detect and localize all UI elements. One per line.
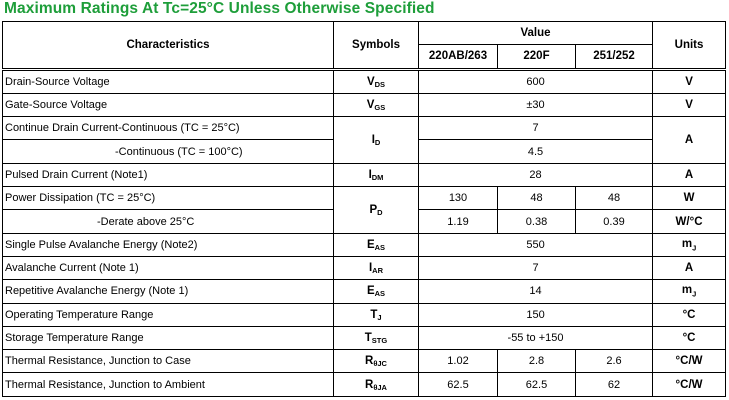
row-label: Single Pulse Avalanche Energy (Note2) xyxy=(3,233,334,256)
row-unit: °C xyxy=(653,326,726,349)
row-symbol: $I_{AR}$ xyxy=(334,256,419,279)
header-units: Units xyxy=(653,22,726,70)
table-row xyxy=(3,233,726,256)
table-row xyxy=(3,117,726,140)
row-label: Thermal Resistance, Junction to Case xyxy=(3,350,334,373)
header-col-220ab: 220AB/263 xyxy=(419,45,498,69)
row-value: 48 xyxy=(498,187,576,210)
row-value: 14 xyxy=(419,280,653,303)
row-symbol: $P_D$ xyxy=(334,187,419,234)
max-ratings-table xyxy=(2,21,726,397)
row-symbol: $V_{DS}$ xyxy=(334,69,419,93)
row-unit: $m_J$ xyxy=(653,280,726,303)
row-unit: V xyxy=(653,93,726,116)
row-label: -Continuous (TC = 100°C) xyxy=(3,140,334,163)
row-label: Gate-Source Voltage xyxy=(3,93,334,116)
row-unit: V xyxy=(653,69,726,93)
row-value: 62.5 xyxy=(498,373,576,396)
row-value: 2.6 xyxy=(576,350,653,373)
table-row xyxy=(3,187,726,210)
table-row xyxy=(3,280,726,303)
header-characteristics: Characteristics xyxy=(3,22,334,70)
table-row xyxy=(3,256,726,279)
row-label: Storage Temperature Range xyxy=(3,326,334,349)
row-unit: A xyxy=(653,163,726,186)
row-unit: A xyxy=(653,117,726,164)
table-row xyxy=(3,163,726,186)
row-value: 28 xyxy=(419,163,653,186)
row-value: 7 xyxy=(419,117,653,140)
row-label: Thermal Resistance, Junction to Ambient xyxy=(3,373,334,396)
table-row xyxy=(3,326,726,349)
table-row xyxy=(3,69,726,93)
row-value: 1.19 xyxy=(419,210,498,233)
row-label: Repetitive Avalanche Energy (Note 1) xyxy=(3,280,334,303)
header-col-251: 251/252 xyxy=(576,45,653,69)
row-value: 48 xyxy=(576,187,653,210)
row-label: Operating Temperature Range xyxy=(3,303,334,326)
row-value: -55 to +150 xyxy=(419,326,653,349)
header-col-220f: 220F xyxy=(498,45,576,69)
row-symbol: $R_{\theta JA}$ xyxy=(334,373,419,396)
row-unit: °C xyxy=(653,303,726,326)
row-label: Power Dissipation (TC = 25°C) xyxy=(3,187,334,210)
row-symbol: $T_{STG}$ xyxy=(334,326,419,349)
row-unit: A xyxy=(653,256,726,279)
row-value: 4.5 xyxy=(419,140,653,163)
row-unit: °C/W xyxy=(653,373,726,396)
row-value: 62.5 xyxy=(419,373,498,396)
header-value: Value xyxy=(419,22,653,45)
row-symbol: $V_{GS}$ xyxy=(334,93,419,116)
table-row xyxy=(3,93,726,116)
row-value: 130 xyxy=(419,187,498,210)
row-symbol: $E_{AS}$ xyxy=(334,280,419,303)
row-value: 7 xyxy=(419,256,653,279)
row-label: Continue Drain Current-Continuous (TC = 25°C) xyxy=(3,117,334,140)
row-unit: W/°C xyxy=(653,210,726,233)
row-symbol: $T_J$ xyxy=(334,303,419,326)
row-unit: $m_J$ xyxy=(653,233,726,256)
row-value: ±30 xyxy=(419,93,653,116)
row-symbol: $E_{AS}$ xyxy=(334,233,419,256)
row-value: 2.8 xyxy=(498,350,576,373)
row-label: Drain-Source Voltage xyxy=(3,69,334,93)
row-symbol: $R_{\theta JC}$ xyxy=(334,350,419,373)
row-value: 62 xyxy=(576,373,653,396)
row-value: 150 xyxy=(419,303,653,326)
table-row xyxy=(3,373,726,396)
header-symbols: Symbols xyxy=(334,22,419,70)
row-symbol: $I_D$ xyxy=(334,117,419,164)
table-row xyxy=(3,350,726,373)
row-value: 0.39 xyxy=(576,210,653,233)
row-unit: W xyxy=(653,187,726,210)
row-symbol: $I_{DM}$ xyxy=(334,163,419,186)
row-unit: °C/W xyxy=(653,350,726,373)
row-label: -Derate above 25°C xyxy=(3,210,334,233)
row-label: Avalanche Current (Note 1) xyxy=(3,256,334,279)
table-row xyxy=(3,303,726,326)
row-value: 600 xyxy=(419,69,653,93)
row-value: 0.38 xyxy=(498,210,576,233)
row-label: Pulsed Drain Current (Note1) xyxy=(3,163,334,186)
row-value: 1.02 xyxy=(419,350,498,373)
section-title: Maximum Ratings At Tc=25°C Unless Otherwise Specified xyxy=(4,0,435,17)
row-value: 550 xyxy=(419,233,653,256)
